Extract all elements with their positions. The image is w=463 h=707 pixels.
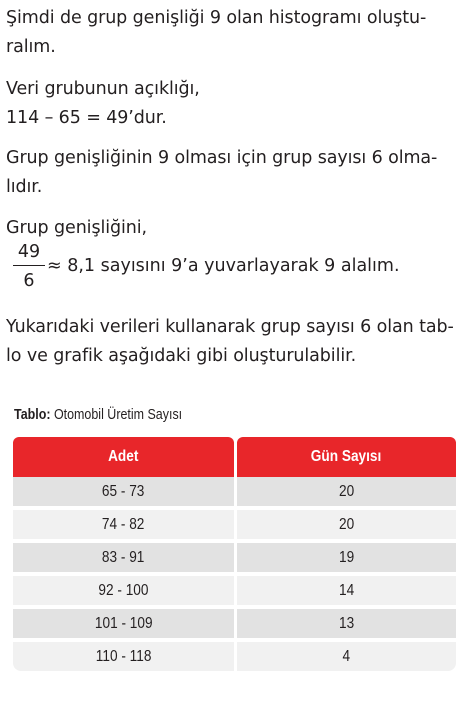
table-cell xyxy=(13,642,234,671)
cell-gun-1: 20 xyxy=(338,482,355,500)
cell-gun-3: 19 xyxy=(338,548,355,566)
table-cell xyxy=(13,609,234,638)
paragraph-3-line-2: lıdır. xyxy=(6,177,43,197)
table-cell xyxy=(13,576,234,605)
header-adet-label: Adet xyxy=(108,448,139,465)
fraction-numerator: 49 xyxy=(17,242,41,262)
table-caption-label: Tablo: xyxy=(14,407,51,423)
cell-gun-6: 4 xyxy=(342,647,351,665)
paragraph-3 xyxy=(6,144,456,202)
paragraph-5-line-1: Yukarıdaki verileri kullanarak grup sayısı 6 olan tab- xyxy=(6,317,454,337)
cell-gun-4: 14 xyxy=(338,581,355,599)
paragraph-2-line-2: 114 – 65 = 49’dur. xyxy=(6,108,167,128)
cell-adet-2: 74 - 82 xyxy=(102,515,145,533)
column-adet xyxy=(13,477,234,675)
paragraph-3-line-1: Grup genişliğinin 9 olması için grup sayısı 6 olma- xyxy=(6,148,438,168)
paragraph-5 xyxy=(6,313,456,371)
cell-adet-6: 110 - 118 xyxy=(95,647,152,665)
table-cell xyxy=(237,543,456,572)
table-cell xyxy=(237,576,456,605)
table-cell xyxy=(13,477,234,506)
fraction xyxy=(12,239,46,292)
table-cell xyxy=(13,543,234,572)
paragraph-4-line-1: Grup genişliğini, xyxy=(6,218,147,238)
header-adet xyxy=(13,437,234,477)
cell-adet-4: 92 - 100 xyxy=(98,581,149,599)
table-cell xyxy=(237,510,456,539)
paragraph-5-line-2: lo ve grafik aşağıdaki gibi oluşturulabilir. xyxy=(6,346,357,366)
table-caption xyxy=(14,407,182,423)
table-cell xyxy=(237,477,456,506)
paragraph-1-line-2: ralım. xyxy=(6,37,56,57)
cell-gun-5: 13 xyxy=(338,614,355,632)
paragraph-1-line-1: Şimdi de grup genişliği 9 olan histogramı oluştu- xyxy=(6,8,427,28)
table-cell xyxy=(13,510,234,539)
cell-gun-2: 20 xyxy=(338,515,355,533)
column-gun-sayisi xyxy=(237,477,456,675)
fraction-text: ≈ 8,1 sayısını 9’a yuvarlayarak 9 alalım. xyxy=(47,256,400,276)
table-cell xyxy=(237,609,456,638)
cell-adet-5: 101 - 109 xyxy=(94,614,153,632)
cell-adet-1: 65 - 73 xyxy=(102,482,145,500)
header-gun-sayisi xyxy=(237,437,456,477)
header-gun-sayisi-label: Gün Sayısı xyxy=(311,448,382,465)
paragraph-2 xyxy=(6,75,456,133)
paragraph-2-line-1: Veri grubunun açıklığı, xyxy=(6,79,200,99)
table-caption-title: Otomobil Üretim Sayısı xyxy=(50,407,183,423)
fraction-denominator: 6 xyxy=(23,271,35,291)
table-cell xyxy=(237,642,456,671)
fraction-line xyxy=(6,239,456,297)
paragraph-1 xyxy=(6,4,456,62)
cell-adet-3: 83 - 91 xyxy=(102,548,145,566)
